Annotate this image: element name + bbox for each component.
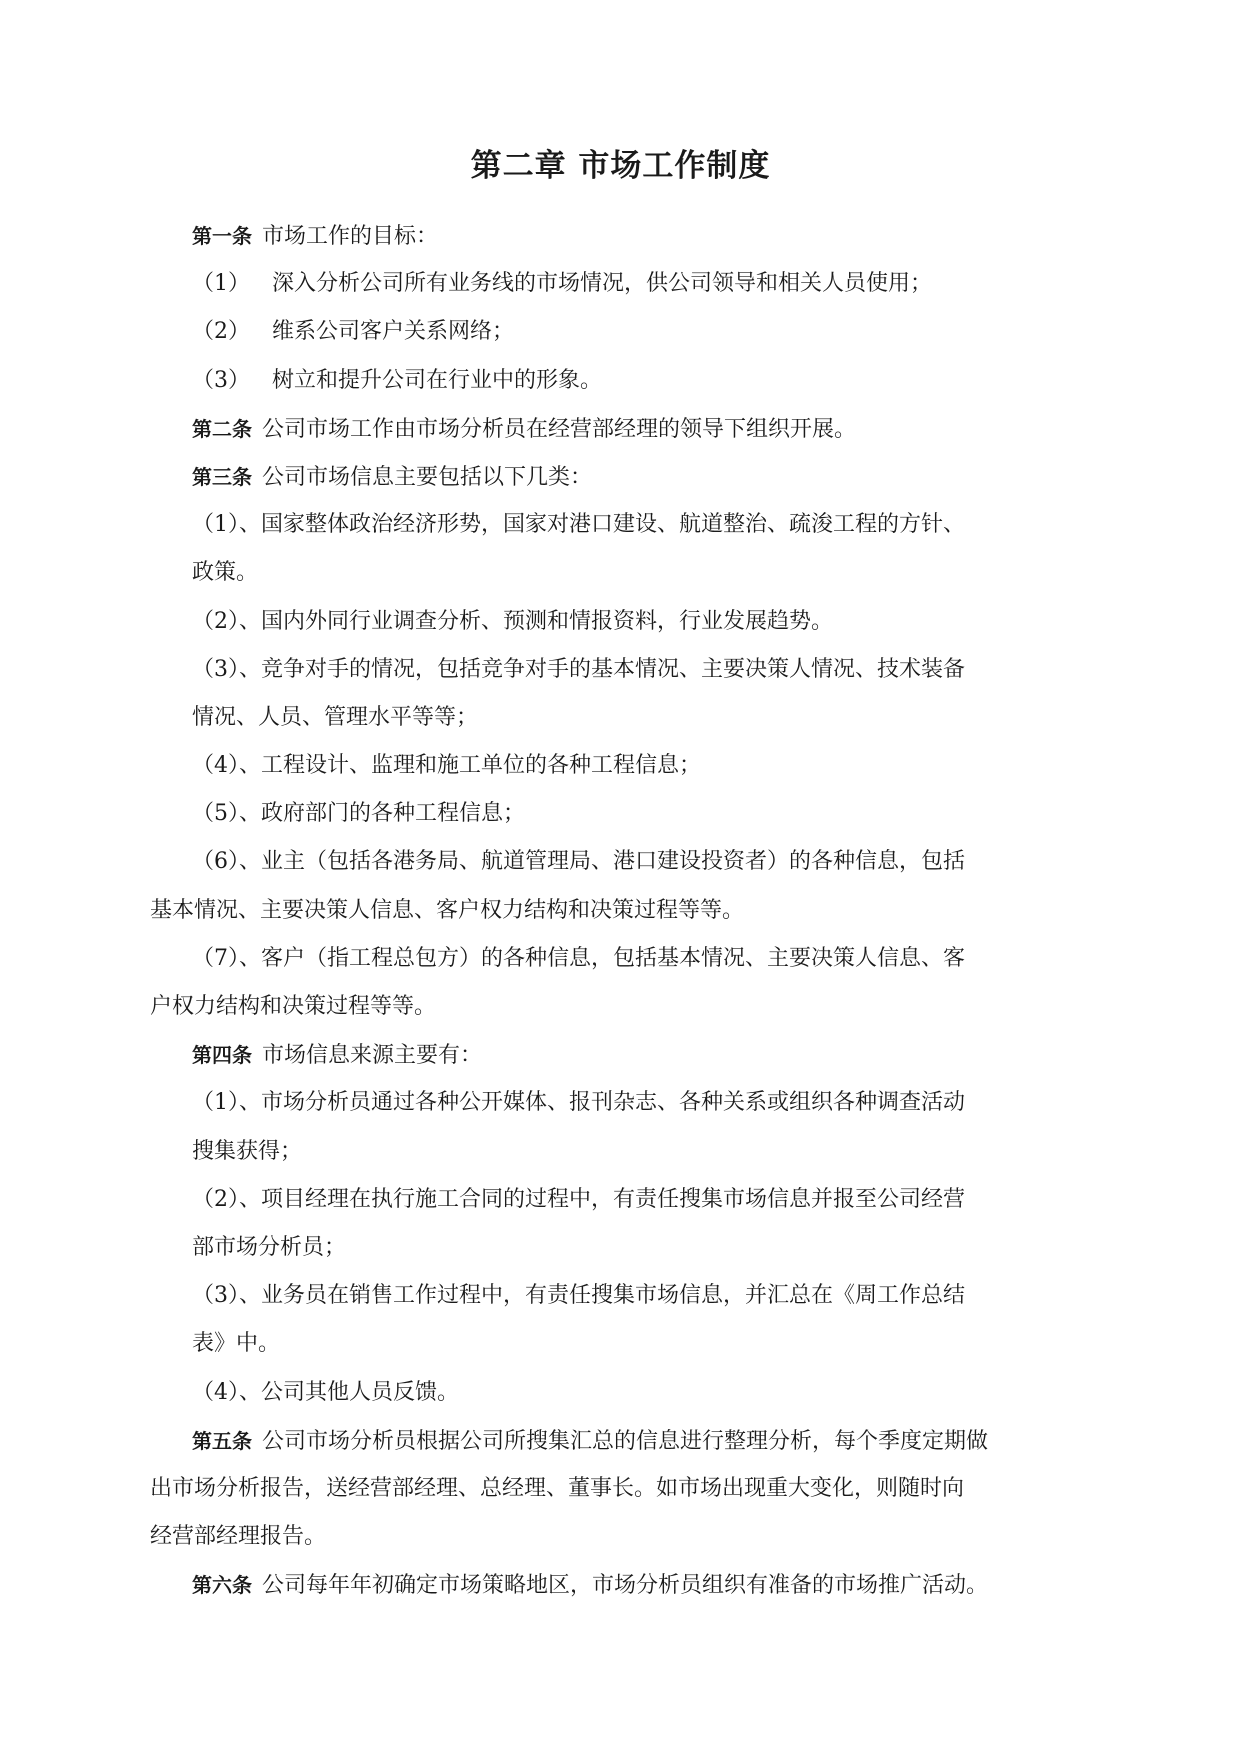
article-label: 第六条	[192, 1573, 252, 1598]
text-line: 表》中。	[192, 1331, 281, 1357]
list-item	[150, 308, 1094, 356]
article-3-heading	[150, 453, 1094, 501]
article-2	[150, 405, 1094, 453]
text-line: 出市场分析报告，送经营部经理、总经理、董事长。如市场出现重大变化，则随时向	[150, 1475, 965, 1501]
article-1-heading	[150, 212, 1094, 260]
text-line: 搜集获得；	[192, 1138, 303, 1164]
item-number: （2）	[192, 319, 250, 345]
text-line: （7）、客户（指工程总包方）的各种信息，包括基本情况、主要决策人信息、客	[192, 945, 965, 971]
item-text: 深入分析公司所有业务线的市场情况，供公司领导和相关人员使用；	[272, 271, 933, 297]
article-label: 第五条	[192, 1428, 252, 1453]
item-text: 维系公司客户关系网络；	[272, 319, 515, 345]
text-line: 部市场分析员；	[192, 1234, 347, 1260]
article-label: 第一条	[192, 224, 252, 248]
item-number: （3）	[192, 367, 250, 393]
text-line: （2）、项目经理在执行施工合同的过程中，有责任搜集市场信息并报至公司经营	[192, 1186, 965, 1212]
text-line: （1）、国家整体政治经济形势，国家对港口建设、航道整治、疏浚工程的方针、	[192, 512, 965, 538]
article-text: 公司每年年初确定市场策略地区，市场分析员组织有准备的市场推广活动。	[262, 1573, 989, 1599]
text-line: （6）、业主（包括各港务局、航道管理局、港口建设投资者）的各种信息，包括	[192, 849, 965, 875]
document-body	[150, 212, 1094, 1609]
text-line: 政策。	[192, 560, 259, 586]
text-line: （3）、业务员在销售工作过程中，有责任搜集市场信息，并汇总在《周工作总结	[192, 1283, 965, 1309]
text-line: （3）、竞争对手的情况，包括竞争对手的基本情况、主要决策人情况、技术装备	[192, 656, 965, 682]
article-4-heading	[150, 1031, 1094, 1079]
article-text: 公司市场信息主要包括以下几类：	[262, 464, 593, 490]
text-line: （4）、公司其他人员反馈。	[192, 1379, 459, 1405]
text-line: 情况、人员、管理水平等等；	[192, 704, 479, 730]
article-6	[150, 1561, 1094, 1609]
article-label: 第三条	[192, 464, 252, 489]
article-5	[150, 1417, 1094, 1465]
item-text: 树立和提升公司在行业中的形象。	[272, 367, 603, 393]
article-text: 市场工作的目标：	[262, 224, 439, 249]
list-item	[150, 357, 1094, 405]
item-number: （1）	[192, 271, 250, 297]
article-label: 第二条	[192, 416, 252, 441]
article-text: 公司市场工作由市场分析员在经营部经理的领导下组织开展。	[262, 416, 857, 442]
text-line: 经营部经理报告。	[150, 1524, 327, 1550]
list-item	[150, 260, 1094, 308]
text-line: （4）、工程设计、监理和施工单位的各种工程信息；	[192, 753, 701, 779]
text-line: 基本情况、主要决策人信息、客户权力结构和决策过程等等。	[150, 897, 745, 923]
text-line: （1）、市场分析员通过各种公开媒体、报刊杂志、各种关系或组织各种调查活动	[192, 1090, 965, 1116]
text-line: （5）、政府部门的各种工程信息；	[192, 801, 525, 827]
article-text: 市场信息来源主要有：	[262, 1043, 483, 1069]
article-text: 公司市场分析员根据公司所搜集汇总的信息进行整理分析，每个季度定期做	[262, 1428, 989, 1454]
text-line: 户权力结构和决策过程等等。	[150, 994, 437, 1019]
article-label: 第四条	[192, 1043, 252, 1068]
text-line: （2）、国内外同行业调查分析、预测和情报资料，行业发展趋势。	[192, 608, 833, 634]
chapter-title: 第二章 市场工作制度	[470, 148, 771, 184]
